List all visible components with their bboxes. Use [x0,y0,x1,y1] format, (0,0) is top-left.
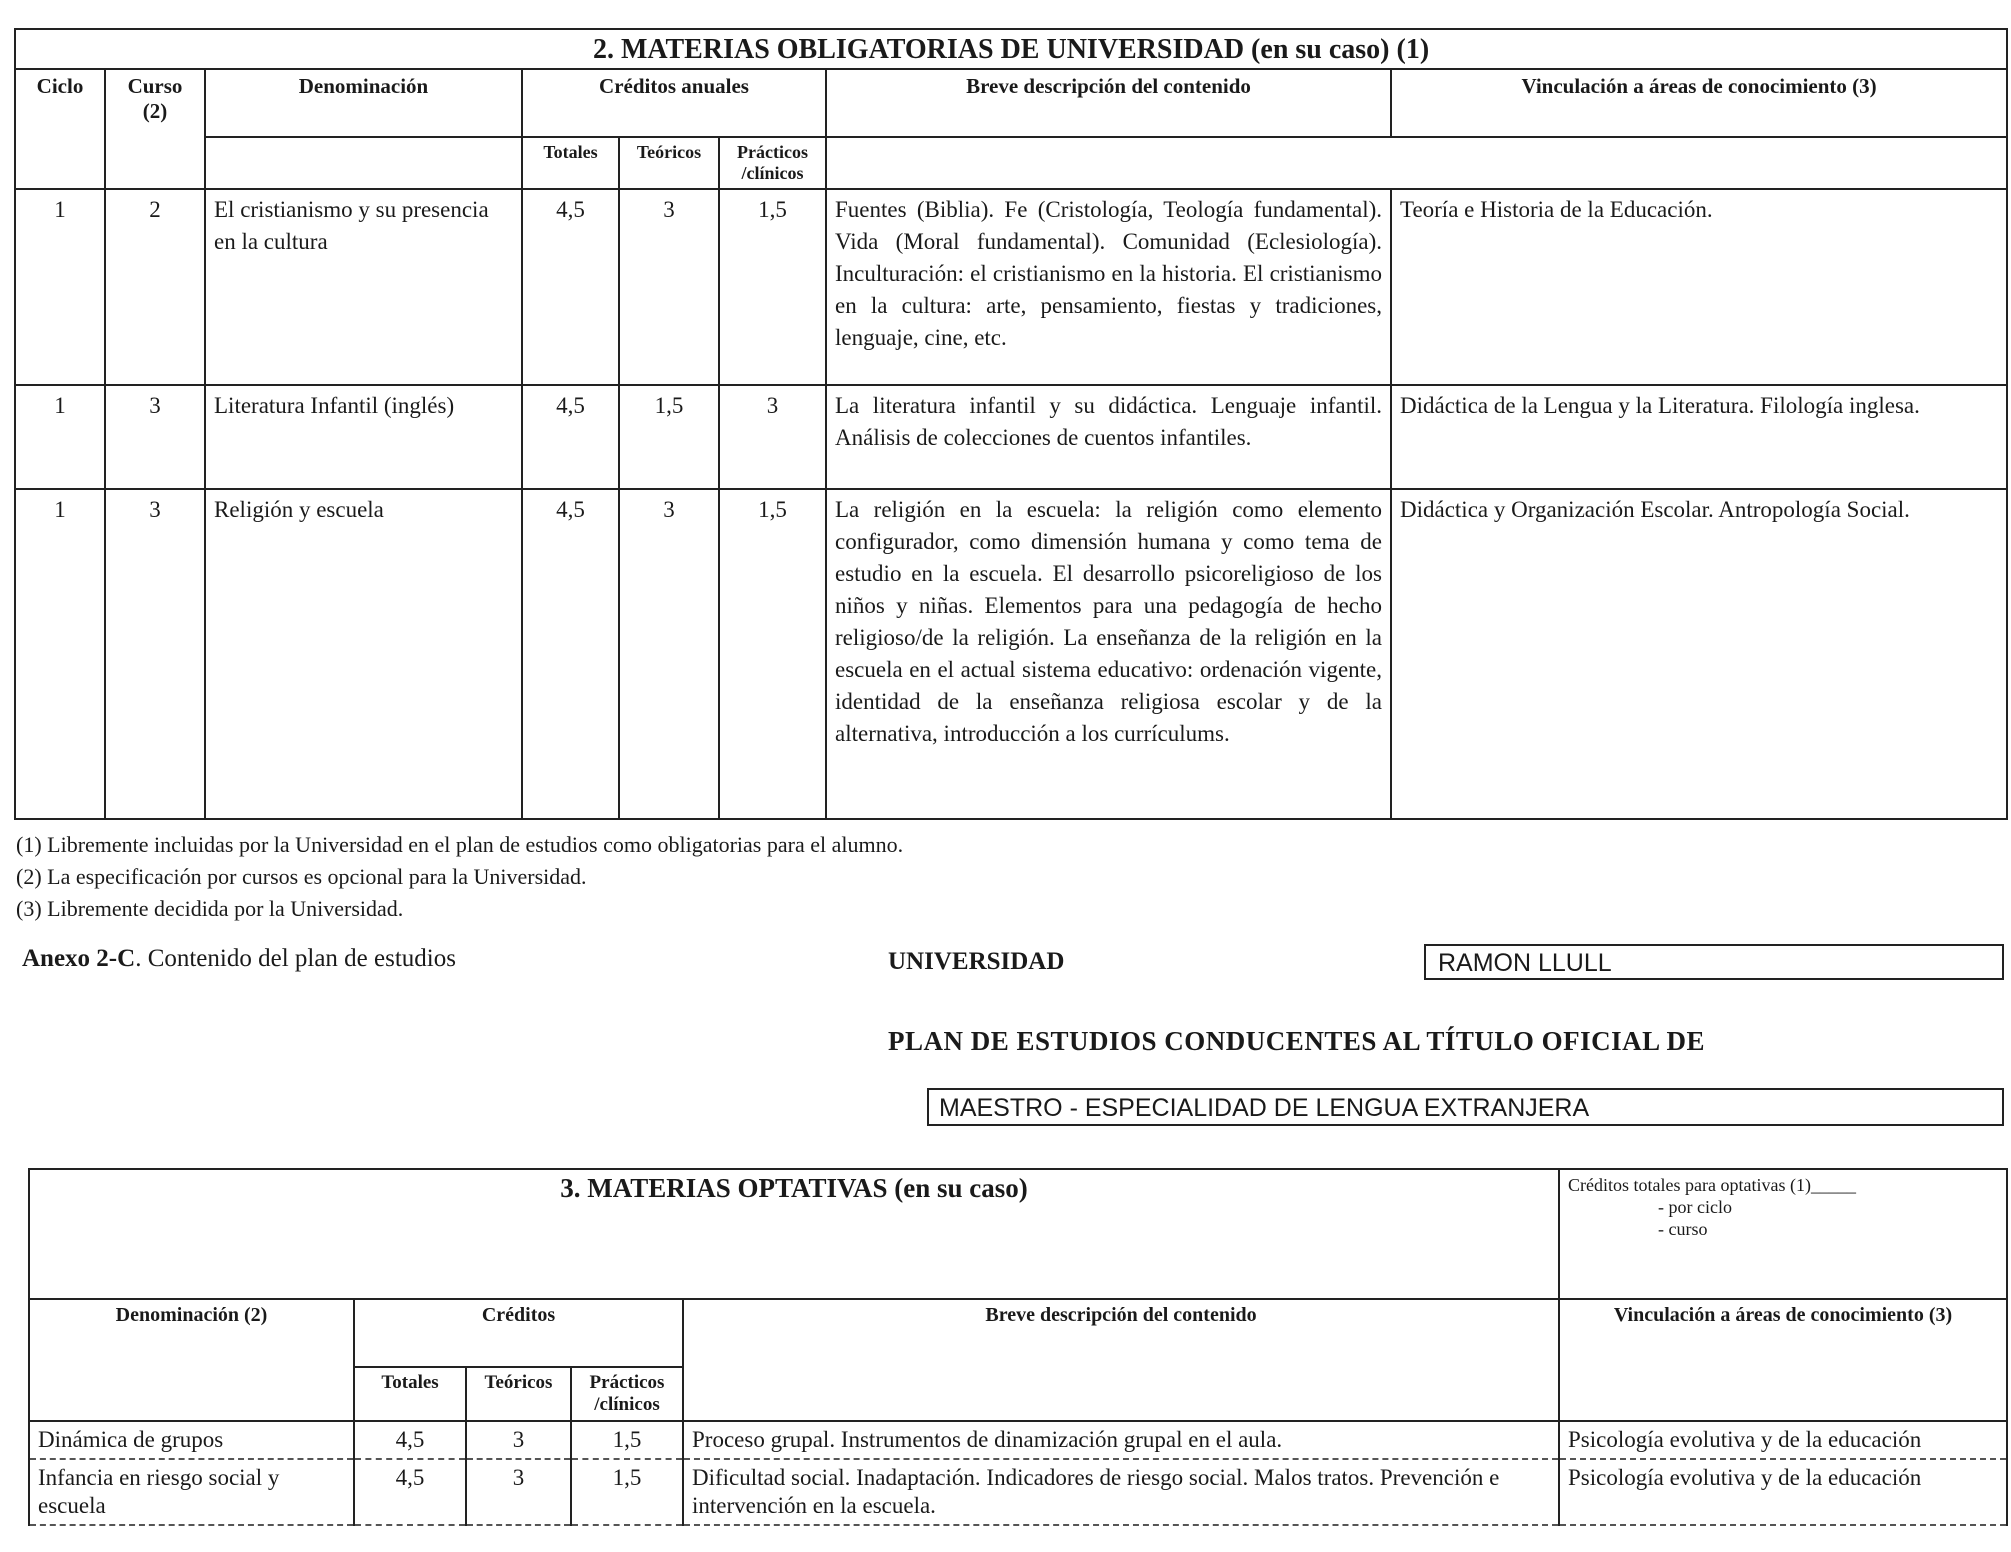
cell-ciclo: 1 [15,489,105,819]
table-row [15,189,2007,385]
cell-teoricos: 1,5 [619,385,719,489]
materias-optativas-table [28,1168,2008,1526]
optativas-por-ciclo: - por ciclo [1658,1197,1732,1217]
universidad-label: UNIVERSIDAD [888,948,1065,975]
table-title: 3. MATERIAS OPTATIVAS (en su caso) [29,1169,1559,1299]
plan-title: PLAN DE ESTUDIOS CONDUCENTES AL TÍTULO OFICIAL DE [888,1026,1705,1056]
header-practicos: Prácticos /clínicos [571,1367,683,1421]
footnote-2: (2) La especificación por cursos es opcional para la Universidad. [16,864,587,889]
cell-descripcion: Dificultad social. Inadaptación. Indicadores de riesgo social. Malos tratos. Prevención e intervención en la escuela. [683,1459,1559,1525]
header-teoricos: Teóricos [619,137,719,189]
cell-denominacion: Literatura Infantil (inglés) [205,385,522,489]
anexo-label: Anexo 2-C [22,945,136,972]
cell-descripcion: La literatura infantil y su didáctica. Lenguaje infantil. Análisis de colecciones de cuentos infantiles. [826,385,1391,489]
header-totales: Totales [354,1367,466,1421]
cell-descripcion: La religión en la escuela: la religión como elemento configurador, como dimensión humana y como tema de estudio en la escuela. El desarrollo psicoreligioso de los niños y niñas. Elementos para una pedagogía de hecho religioso/de la religión. La enseñanza de la religión en la escuela en el actual sistema educativo: ordenación vigente, identidad de la enseñanza religiosa escolar y de la alternativa, introducción a los currículums. [826,489,1391,819]
header-creditos: Créditos anuales [522,69,826,137]
cell-ciclo: 1 [15,385,105,489]
cell-descripcion: Proceso grupal. Instrumentos de dinamización grupal en el aula. [683,1421,1559,1459]
cell-curso: 2 [105,189,205,385]
cell-practicos: 1,5 [571,1421,683,1459]
cell-totales: 4,5 [522,385,619,489]
cell-totales: 4,5 [354,1421,466,1459]
cell-curso: 3 [105,385,205,489]
cell-denominacion: Infancia en riesgo social y escuela [29,1459,354,1525]
cell-curso: 3 [105,489,205,819]
header-teoricos: Teóricos [466,1367,571,1421]
cell-vinculacion: Didáctica de la Lengua y la Literatura. Filología inglesa. [1391,385,2007,489]
header-totales: Totales [522,137,619,189]
header-practicos: Prácticos /clínicos [719,137,826,189]
footnote-1: (1) Libremente incluidas por la Universidad en el plan de estudios como obligatorias para el alumno. [16,832,904,857]
cell-practicos: 3 [719,385,826,489]
cell-teoricos: 3 [619,489,719,819]
universidad-name-box: RAMON LLULL [1424,944,2004,980]
cell-totales: 4,5 [522,189,619,385]
anexo-text: . Contenido del plan de estudios [135,945,456,972]
cell-vinculacion: Psicología evolutiva y de la educación [1559,1459,2007,1525]
table-row [15,385,2007,489]
materias-obligatorias-table [14,28,2008,820]
table-title: 2. MATERIAS OBLIGATORIAS DE UNIVERSIDAD (en su caso) (1) [15,29,2007,69]
cell-practicos: 1,5 [719,489,826,819]
cell-ciclo: 1 [15,189,105,385]
header-curso: Curso (2) [105,69,205,189]
table-row [29,1421,2007,1459]
cell-totales: 4,5 [354,1459,466,1525]
header-denominacion: Denominación [205,69,522,137]
titulo-box: MAESTRO - ESPECIALIDAD DE LENGUA EXTRANJERA [927,1088,2004,1126]
header-creditos: Créditos [354,1299,683,1367]
header-ciclo: Ciclo [15,69,105,189]
cell-denominacion: Dinámica de grupos [29,1421,354,1459]
cell-vinculacion: Didáctica y Organización Escolar. Antropología Social. [1391,489,2007,819]
header-vinculacion: Vinculación a áreas de conocimiento (3) [1391,69,2007,137]
optativas-credits-info [1559,1169,2007,1299]
header-vinculacion: Vinculación a áreas de conocimiento (3) [1559,1299,2007,1421]
cell-teoricos: 3 [619,189,719,385]
cell-teoricos: 3 [466,1459,571,1525]
cell-denominacion: El cristianismo y su presencia en la cultura [205,189,522,385]
table-row [15,489,2007,819]
optativas-curso: - curso [1658,1219,1708,1239]
header-denominacion: Denominación (2) [29,1299,354,1421]
header-descripcion: Breve descripción del contenido [826,69,1391,137]
cell-descripcion: Fuentes (Biblia). Fe (Cristología, Teología fundamental). Vida (Moral fundamental). Comunidad (Eclesiología). Inculturación: el cristianismo en la historia. El cristianismo en la cultura: arte, pensamiento, fiestas y tradiciones, lenguaje, cine, etc. [826,189,1391,385]
cell-practicos: 1,5 [571,1459,683,1525]
table-row [29,1459,2007,1525]
optativas-total: Créditos totales para optativas (1)_____ [1568,1175,1856,1195]
cell-vinculacion: Psicología evolutiva y de la educación [1559,1421,2007,1459]
cell-denominacion: Religión y escuela [205,489,522,819]
cell-vinculacion: Teoría e Historia de la Educación. [1391,189,2007,385]
cell-totales: 4,5 [522,489,619,819]
cell-practicos: 1,5 [719,189,826,385]
footnote-3: (3) Libremente decidida por la Universidad. [16,896,404,921]
cell-teoricos: 3 [466,1421,571,1459]
header-descripcion: Breve descripción del contenido [683,1299,1559,1421]
anexo-heading [22,945,456,973]
